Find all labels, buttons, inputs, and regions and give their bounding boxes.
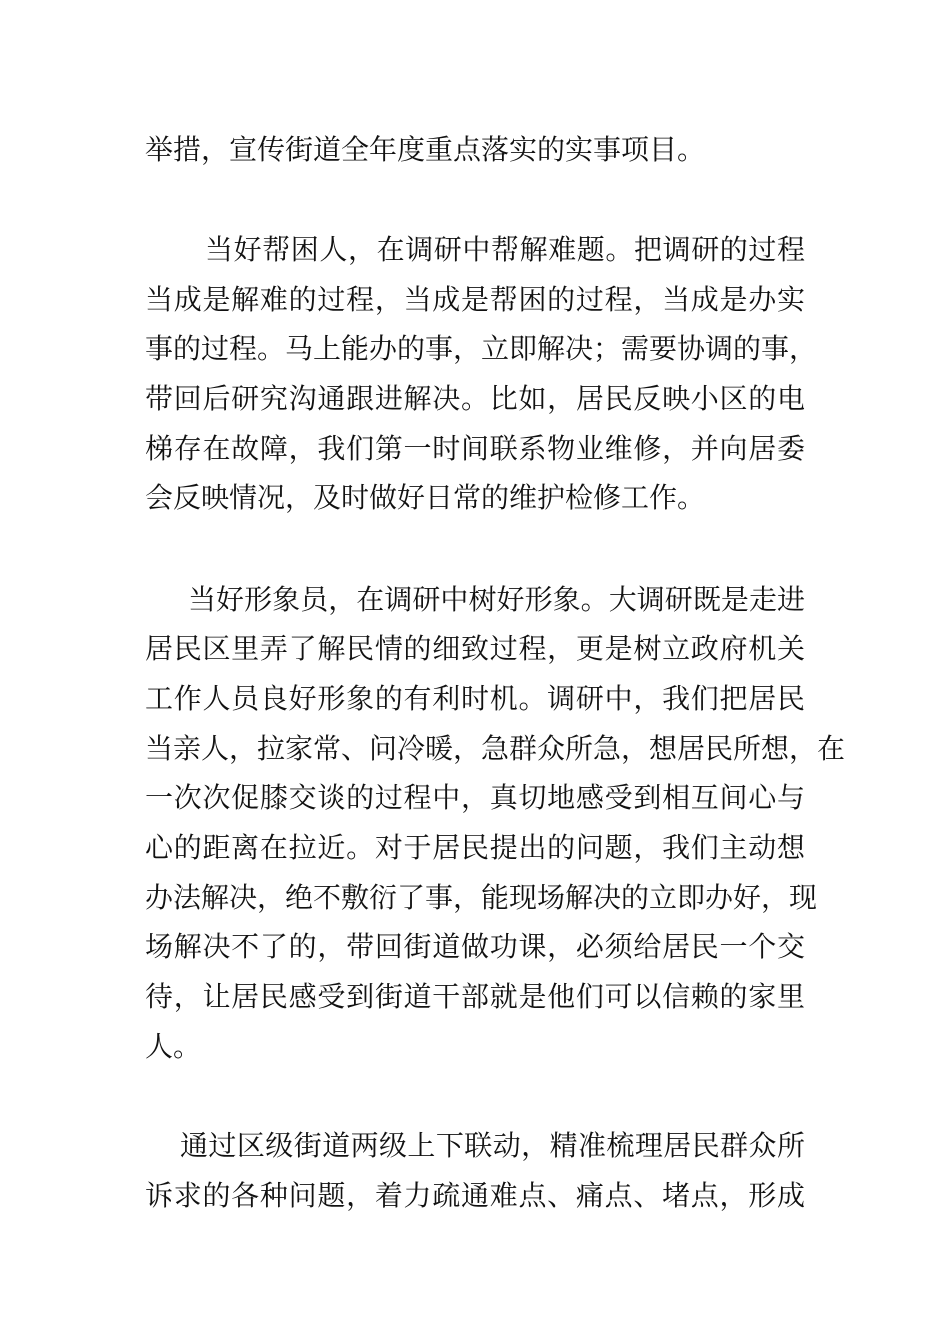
text-line: 带回后研究沟通跟进解决。比如，居民反映小区的电 [145,382,805,415]
text-line: 心的距离在拉近。对于居民提出的问题，我们主动想 [145,831,805,864]
text-line: 工作人员良好形象的有利时机。调研中，我们把居民 [145,682,805,715]
text-line: 事的过程。马上能办的事，立即解决；需要协调的事， [145,332,818,365]
text-line: 人。 [145,1030,202,1063]
text-line: 场解决不了的，带回街道做功课，必须给居民一个交 [145,930,805,963]
text-line: 举措，宣传街道全年度重点落实的实事项目。 [145,133,706,166]
text-line: 当好形象员，在调研中树好形象。大调研既是走进 [188,583,805,616]
text-line: 梯存在故障，我们第一时间联系物业维修，并向居委 [145,432,805,465]
text-line: 会反映情况，及时做好日常的维护检修工作。 [145,481,706,514]
text-line: 诉求的各种问题，着力疏通难点、痛点、堵点，形成 [145,1179,805,1212]
text-line: 当成是解难的过程，当成是帮困的过程，当成是办实 [145,283,805,316]
text-line: 待，让居民感受到街道干部就是他们可以信赖的家里 [145,980,805,1013]
text-line: 居民区里弄了解民情的细致过程，更是树立政府机关 [145,632,805,665]
text-line: 办法解决，绝不敷衍了事，能现场解决的立即办好，现 [145,881,818,914]
text-line: 当亲人，拉家常、问冷暖，急群众所急，想居民所想，在 [145,732,846,765]
text-line: 一次次促膝交谈的过程中，真切地感受到相互间心与 [145,781,805,814]
text-line: 通过区级街道两级上下联动，精准梳理居民群众所 [180,1129,805,1162]
text-line: 当好帮困人，在调研中帮解难题。把调研的过程 [205,233,805,266]
